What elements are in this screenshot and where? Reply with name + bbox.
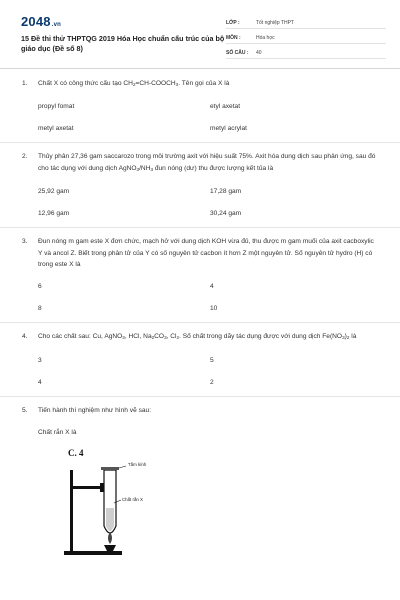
question-separator <box>0 142 400 143</box>
document-meta <box>226 17 386 62</box>
answer-option[interactable]: 30,24 gam <box>210 210 242 218</box>
question-5 <box>22 405 378 558</box>
label-line-plate <box>119 466 126 468</box>
answer-options <box>38 276 378 320</box>
header-divider <box>0 68 400 69</box>
logo-suffix: .vn <box>51 22 62 28</box>
figure-caption: C. 4 <box>68 448 84 459</box>
question-text: Chất X có công thức cấu tạo $CH_2=CH-COOCH_3$. Tên gọi của X là <box>38 80 230 87</box>
answer-option[interactable]: metyl axetat <box>38 125 74 133</box>
answer-option[interactable]: 6 <box>38 283 42 291</box>
question-text: Thủy phân 27,36 gam saccarozo trong môi trường axit với hiệu suất 75%. Axit hóa dung dịch sau phản ứng, sau đó cho tác dụng với dung dịch $AgNO_3/NH_3$ đun nóng (dư) thu được lượng kết tủa là <box>38 153 376 172</box>
meta-row <box>226 17 386 29</box>
answer-option[interactable]: propyl fomat <box>38 103 75 111</box>
question-list <box>0 78 400 558</box>
meta-value: Hóa học <box>256 35 275 41</box>
answer-option[interactable]: 5 <box>210 356 214 364</box>
answer-option[interactable]: 2 <box>210 378 214 386</box>
question-4 <box>22 331 378 393</box>
answer-option[interactable]: 12,96 gam <box>38 210 70 218</box>
clamp-arm <box>70 486 102 489</box>
meta-label: SỐ CÂU : <box>226 50 249 56</box>
question-stem <box>22 78 378 90</box>
meta-value: Tốt nghiệp THPT <box>256 20 294 26</box>
question-number: 4. <box>22 333 28 341</box>
answer-option[interactable]: 4 <box>210 283 214 291</box>
logo-main: 2048 <box>21 14 51 29</box>
question-stem <box>22 236 378 270</box>
question-text: Đun nóng m gam este X đơn chức, mạch hở với dung dịch KOH vừa đủ, thu được m gam muối của axit cacboxylic Y và ancol Z. Biết trong phân tử của Y có số nguyên tử cacbon ít hơn Z một nguyên tử. Số nguyên tử hydro (H) có trong este X là <box>38 238 374 269</box>
document-title: 15 Đề thi thử THPTQG 2019 Hóa Học chuẩn cấu trúc của bộ giáo dục (Đề số 8) <box>21 34 225 53</box>
answer-options <box>38 96 378 140</box>
meta-value: 40 <box>256 50 262 56</box>
solid-x <box>106 508 114 531</box>
question-stem <box>22 331 378 343</box>
answer-options <box>38 350 378 394</box>
question-number: 5. <box>22 406 28 414</box>
page-header <box>0 0 400 66</box>
question-number: 3. <box>22 238 28 246</box>
site-logo[interactable] <box>21 14 61 29</box>
answer-option[interactable]: metyl acrylat <box>210 125 248 133</box>
experiment-figure <box>46 448 166 558</box>
question-stem <box>22 405 378 416</box>
label-solid-x: Chất rắn X <box>122 497 143 503</box>
answer-option[interactable]: 4 <box>38 378 42 386</box>
meta-row <box>226 47 386 59</box>
answer-option[interactable]: 25,92 gam <box>38 188 70 196</box>
question-number: 2. <box>22 153 28 161</box>
question-text: Cho các chất sau: Cu, AgNO$_3$, HCl, $Na_2CO_3$, $Cl_2$. Số chất trong dãy tác dụng được với dung dịch $Fe(NO_3)_2$ là <box>38 333 357 341</box>
meta-label: LỚP : <box>226 20 240 26</box>
question-3 <box>22 236 378 320</box>
question-1 <box>22 78 378 140</box>
question-separator <box>0 322 400 323</box>
question-2 <box>22 151 378 225</box>
meta-label: MÔN : <box>226 35 241 41</box>
stand-rod <box>70 470 73 552</box>
question-stem <box>22 151 378 175</box>
label-glass-plate: Tấm kính <box>128 462 147 468</box>
flame <box>108 532 112 544</box>
glass-plate <box>101 467 119 470</box>
answer-options <box>38 181 378 225</box>
apparatus-drawing <box>46 448 166 558</box>
question-separator <box>0 396 400 397</box>
meta-row <box>226 32 386 44</box>
answer-option[interactable]: 10 <box>210 305 218 313</box>
burner <box>104 545 116 551</box>
answer-option[interactable]: Chất rắn X là <box>38 429 77 437</box>
answer-options <box>38 422 378 444</box>
question-number: 1. <box>22 80 28 87</box>
question-separator <box>0 227 400 228</box>
answer-option[interactable]: 8 <box>38 305 42 313</box>
answer-option[interactable]: etyl axetat <box>210 103 241 111</box>
answer-option[interactable]: 3 <box>38 356 42 364</box>
answer-option[interactable]: 17,28 gam <box>210 188 242 196</box>
question-text: Tiến hành thí nghiệm như hình vẽ sau: <box>38 406 152 414</box>
